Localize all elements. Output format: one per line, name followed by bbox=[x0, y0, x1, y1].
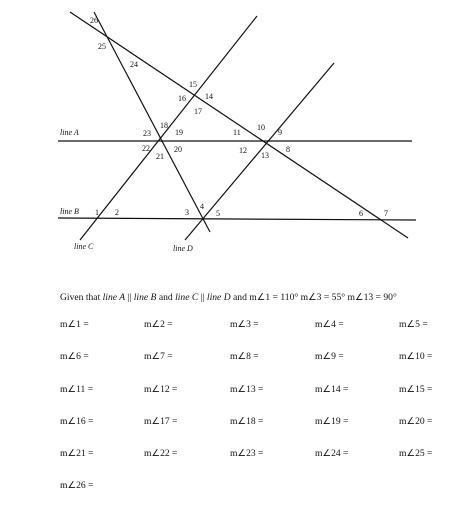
angle-number: 11 bbox=[233, 128, 241, 137]
angle-prompt: m∠13 = bbox=[230, 383, 264, 395]
given-prefix: Given that bbox=[60, 292, 103, 303]
angle-number: 19 bbox=[175, 128, 183, 137]
given-line-a: line A bbox=[102, 292, 126, 303]
answer-row bbox=[60, 416, 460, 448]
line-b-label: line B bbox=[60, 207, 79, 216]
given-line-b: line B bbox=[133, 292, 157, 303]
angle-number: 26 bbox=[90, 16, 98, 25]
angle-prompt: m∠22 = bbox=[144, 448, 178, 460]
angle-prompt: m∠12 = bbox=[144, 383, 178, 395]
angle-prompt: m∠2 = bbox=[144, 319, 173, 330]
angle-prompt: m∠26 = bbox=[60, 480, 94, 492]
angle-prompt: m∠20 = bbox=[399, 415, 433, 427]
angle-number: 8 bbox=[286, 145, 290, 154]
angle-prompt: m∠9 = bbox=[315, 351, 344, 363]
answer-grid bbox=[60, 319, 460, 513]
angle-number: 13 bbox=[261, 151, 269, 160]
angle-number: 5 bbox=[216, 209, 220, 218]
angle-prompt: m∠3 = bbox=[230, 319, 259, 330]
angle-prompt: m∠1 = bbox=[60, 319, 89, 330]
angle-number: 15 bbox=[189, 80, 197, 89]
angle-number: 12 bbox=[239, 146, 247, 155]
angle-number: 23 bbox=[143, 129, 151, 138]
line-b bbox=[58, 218, 416, 220]
angle-number: 18 bbox=[160, 121, 168, 130]
angle-prompt: m∠8 = bbox=[230, 351, 259, 363]
angle-number: 4 bbox=[200, 202, 204, 211]
angle-number: 20 bbox=[174, 145, 182, 154]
angle-prompt: m∠7 = bbox=[144, 351, 173, 363]
given-parallel-symbol: || bbox=[125, 292, 134, 303]
angle-number: 24 bbox=[130, 60, 138, 69]
angle-prompt: m∠19 = bbox=[315, 415, 349, 427]
angle-number: 22 bbox=[142, 144, 150, 153]
angle-number: 6 bbox=[359, 209, 363, 218]
angle-number: 9 bbox=[278, 128, 282, 137]
angle-prompt: m∠24 = bbox=[315, 448, 349, 460]
given-and: and bbox=[156, 292, 176, 303]
angle-prompt: m∠17 = bbox=[144, 415, 178, 427]
answer-row bbox=[60, 480, 460, 512]
angle-prompt: m∠10 = bbox=[399, 351, 433, 363]
line-c bbox=[80, 16, 257, 240]
answer-row bbox=[60, 384, 460, 416]
given-line-d: line D bbox=[206, 292, 231, 303]
angle-number: 21 bbox=[156, 152, 164, 161]
angle-prompt: m∠5 = bbox=[399, 319, 428, 330]
given-parallel-symbol: || bbox=[198, 292, 207, 303]
angle-number: 14 bbox=[205, 92, 213, 101]
angle-prompt: m∠14 = bbox=[315, 383, 349, 395]
line-c-label: line C bbox=[74, 242, 94, 251]
angle-number: 7 bbox=[384, 209, 388, 218]
line-a-label: line A bbox=[60, 128, 79, 137]
line-d-label: line D bbox=[173, 244, 193, 253]
angle-prompt: m∠6 = bbox=[60, 351, 89, 363]
given-statement bbox=[60, 292, 397, 303]
angle-prompt: m∠11 = bbox=[60, 383, 94, 395]
angle-prompt: m∠18 = bbox=[230, 415, 264, 427]
line-d bbox=[185, 63, 334, 240]
given-line-c: line C bbox=[175, 292, 199, 303]
angle-number: 2 bbox=[115, 208, 119, 217]
angle-number: 10 bbox=[257, 123, 265, 132]
angle-prompt: m∠25 = bbox=[399, 448, 433, 460]
angle-prompt: m∠21 = bbox=[60, 448, 94, 460]
transversal-steep bbox=[94, 12, 210, 232]
answer-row bbox=[60, 319, 460, 351]
angle-prompt: m∠16 = bbox=[60, 415, 94, 427]
angle-number: 16 bbox=[178, 94, 186, 103]
angle-prompt: m∠15 = bbox=[399, 383, 433, 395]
answer-row bbox=[60, 448, 460, 480]
angle-number: 3 bbox=[185, 208, 189, 217]
angle-number: 25 bbox=[98, 42, 106, 51]
angle-number: 1 bbox=[95, 208, 99, 217]
given-conditions: and m∠1 = 110° m∠3 = 55° m∠13 = 90° bbox=[230, 292, 397, 303]
transversal-long bbox=[70, 12, 408, 238]
answer-row bbox=[60, 351, 460, 383]
angle-number: 17 bbox=[194, 107, 202, 116]
angle-prompt: m∠23 = bbox=[230, 448, 264, 460]
angle-prompt: m∠4 = bbox=[315, 319, 344, 330]
